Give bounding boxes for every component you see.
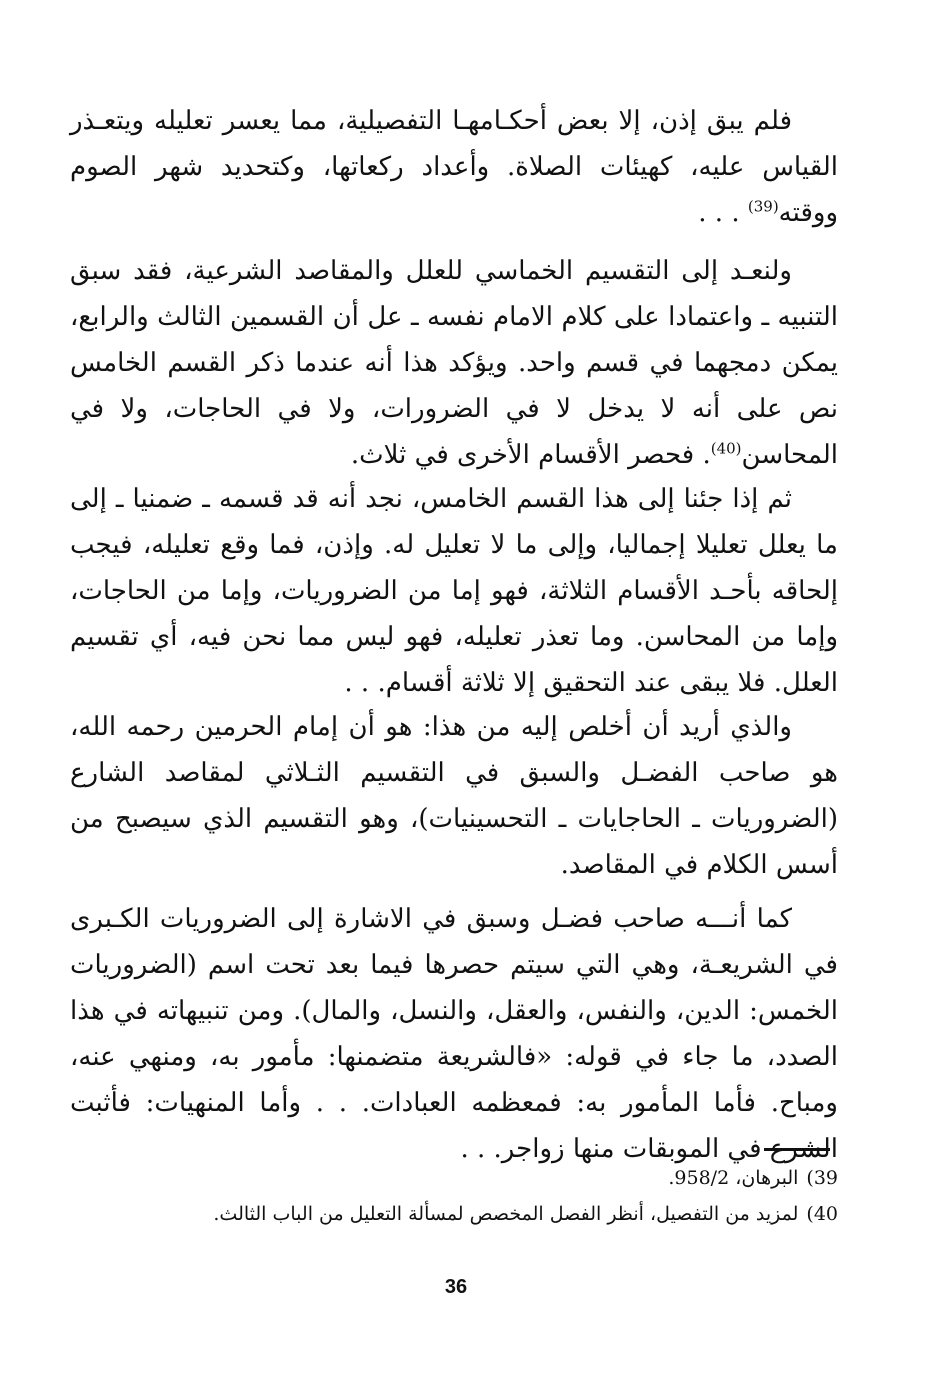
footnote-39 xyxy=(100,1160,838,1196)
footnote-number: 39) xyxy=(806,1167,838,1189)
paragraph-5 xyxy=(70,896,838,1172)
paragraph-text: ثم إذا جئنا إلى هذا القسم الخامس، نجد أنه قد قسمه ـ ضمنيا ـ إلى ما يعلل تعليلا إجماليا، وإلى ما لا تعليل له. وإذن، فما وقع تعليله، فيجب إلحاقه بأحـد الأقسام الثلاثة، فهو إما من الضروريات، وإما من الحاجات، وإما من المحاسن. وما تعذر تعليله، فهو ليس مما نحن فيه، أي تقسيم العلل. فلا يبقى عند التحقيق إلا ثلاثة أقسام. . . xyxy=(70,484,838,698)
footnote-reference-40: (40) xyxy=(710,439,742,458)
paragraph-tail: . . . xyxy=(698,198,740,228)
footnote-divider xyxy=(764,1148,830,1151)
paragraph-text: ولنعـد إلى التقسيم الخماسي للعلل والمقاصد الشرعية، فقد سبق التنبيه ـ واعتمادا على كلام الامام نفسه ـ عل أن القسمين الثالث والرابع، يمكن دمجهما في قسم واحد. ويؤكد هذا أنه عندما ذكر القسم الخامس نص على أنه لا يدخل لا في الضرورات، ولا في الحاجات، ولا في المحاسن xyxy=(70,256,838,470)
paragraph-tail: . فحصر الأقسام الأخرى في ثلاث. xyxy=(350,440,711,470)
footnote-40 xyxy=(100,1196,838,1232)
footnote-text: لمزيد من التفصيل، أنظر الفصل المخصص لمسألة التعليل من الباب الثالث. xyxy=(213,1203,799,1225)
paragraph-text: والذي أريد أن أخلص إليه من هذا: هو أن إمام الحرمين رحمه الله، هو صاحب الفضـل والسبق في التقسيم الثـلاثي لمقاصد الشارع (الضروريات ـ الحاجايات ـ التحسينيات)، وهو التقسيم الذي سيصبح من أسس الكلام في المقاصد. xyxy=(70,712,838,880)
paragraph-3 xyxy=(70,476,838,706)
paragraph-2 xyxy=(70,248,838,478)
paragraph-1 xyxy=(70,98,838,236)
footnote-reference-39: (39) xyxy=(747,197,779,216)
paragraph-text: فلم يبق إذن، إلا بعض أحكـامهـا التفصيلية، مما يعسر تعليله ويتعـذر القياس عليه، كهيئات الصلاة. وأعداد ركعاتها، وكتحديد شهر الصوم ووقته xyxy=(70,106,838,228)
paragraph-4 xyxy=(70,704,838,888)
footnotes xyxy=(100,1160,838,1232)
paragraph-text: كما أنـــه صاحب فضـل وسبق في الاشارة إلى الضروريات الكـبرى في الشريعـة، وهي التي سيتم حصرها فيما بعد تحت اسم (الضروريات الخمس: الدين، والنفس، والعقل، والنسل، والمال). ومن تنبيهاته في هذا الصدد، ما جاء في قوله: «فالشريعة متضمنها: مأمور به، ومنهي عنه، ومباح. فأما المأمور به: فمعظمه العبادات. . . وأما المنهيات: فأثبت الشرع في الموبقات منها زواجر. . . xyxy=(70,904,838,1164)
footnote-number: 40) xyxy=(806,1203,838,1225)
footnote-text: البرهان، 958/2. xyxy=(668,1167,799,1189)
page-number: 36 xyxy=(444,1276,468,1298)
